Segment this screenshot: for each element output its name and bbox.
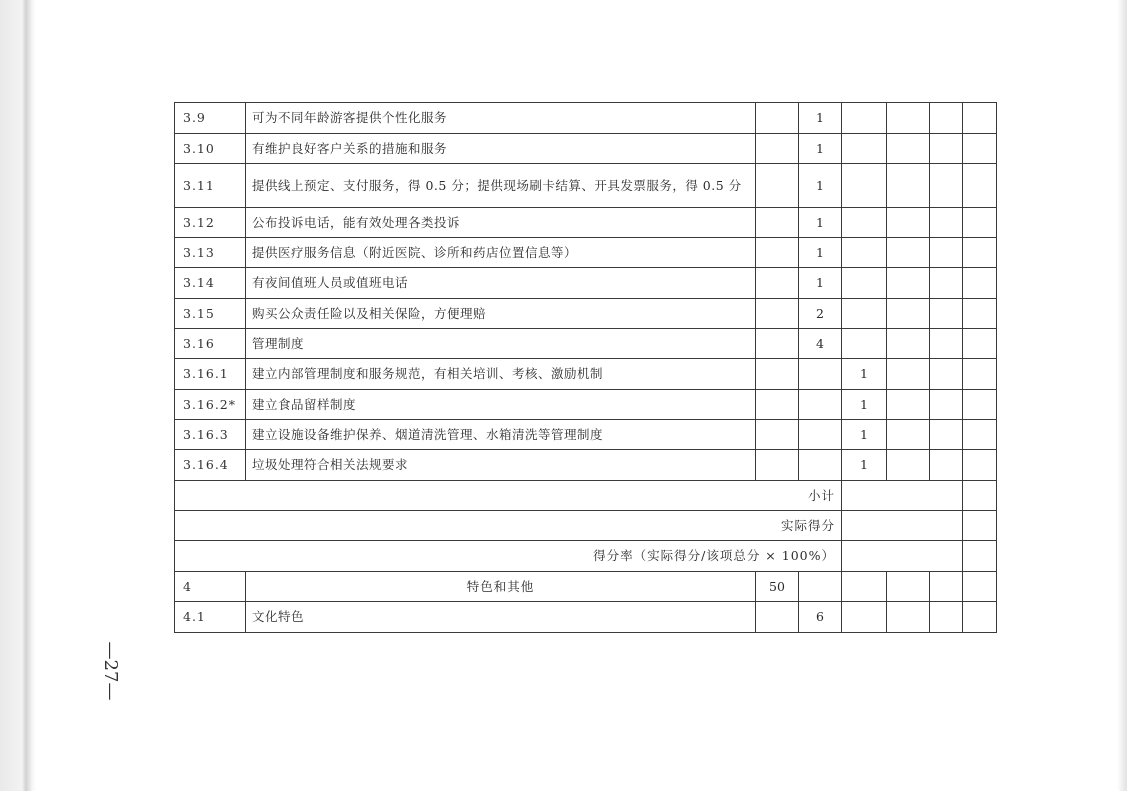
page-edge-right — [1117, 0, 1127, 791]
page-number: —27— — [100, 641, 122, 701]
table-row — [175, 103, 997, 134]
subtotal-row-label: 小计 — [175, 481, 842, 511]
level3-score-cell: 1 — [842, 359, 887, 390]
item-description: 建立食品留样制度 — [246, 390, 756, 420]
item-description: 有夜间值班人员或值班电话 — [246, 268, 756, 299]
score-cell-a — [887, 420, 930, 450]
score-cell-a — [887, 299, 930, 329]
level2-score-cell — [799, 450, 842, 481]
total-score-cell — [756, 299, 799, 329]
actual-score-row-value — [842, 511, 963, 541]
item-code: 3.16.1 — [175, 359, 246, 390]
section-cell-b — [842, 572, 887, 602]
table-row — [175, 450, 997, 481]
level2-score-cell — [799, 359, 842, 390]
item-description: 文化特色 — [246, 602, 756, 633]
score-cell-a — [887, 103, 930, 134]
level2-score-cell: 4 — [799, 329, 842, 359]
total-score-cell — [756, 238, 799, 268]
score-cell-c — [963, 299, 997, 329]
score-cell-c — [963, 450, 997, 481]
level3-score-cell: 1 — [842, 450, 887, 481]
score-rate-row-value — [842, 541, 963, 572]
score-cell-c — [963, 238, 997, 268]
subtotal-row — [175, 481, 997, 511]
score-rate-row — [175, 541, 997, 572]
total-score-cell — [756, 602, 799, 633]
level3-score-cell — [842, 602, 887, 633]
level2-score-cell: 2 — [799, 299, 842, 329]
score-cell-c — [963, 329, 997, 359]
actual-score-row-extra — [963, 511, 997, 541]
item-description: 提供线上预定、支付服务，得 0.5 分；提供现场刷卡结算、开具发票服务，得 0.5 分 — [246, 164, 756, 208]
item-code: 3.9 — [175, 103, 246, 134]
total-score-cell — [756, 268, 799, 299]
item-code: 3.15 — [175, 299, 246, 329]
table-row — [175, 238, 997, 268]
item-description: 垃圾处理符合相关法规要求 — [246, 450, 756, 481]
table-body — [175, 103, 997, 633]
section-total: 50 — [756, 572, 799, 602]
section-cell-d — [930, 572, 963, 602]
actual-score-row-label: 实际得分 — [175, 511, 842, 541]
score-rate-row-extra — [963, 541, 997, 572]
table-row — [175, 299, 997, 329]
item-code: 3.12 — [175, 208, 246, 238]
item-code: 4.1 — [175, 602, 246, 633]
score-cell-b — [930, 390, 963, 420]
level2-score-cell: 1 — [799, 208, 842, 238]
level2-score-cell — [799, 420, 842, 450]
total-score-cell — [756, 329, 799, 359]
score-cell-c — [963, 268, 997, 299]
score-cell-a — [887, 390, 930, 420]
section-cell-c — [887, 572, 930, 602]
level3-score-cell: 1 — [842, 420, 887, 450]
score-cell-c — [963, 164, 997, 208]
level3-score-cell — [842, 103, 887, 134]
item-description: 可为不同年龄游客提供个性化服务 — [246, 103, 756, 134]
level2-score-cell — [799, 390, 842, 420]
level3-score-cell — [842, 208, 887, 238]
level2-score-cell: 6 — [799, 602, 842, 633]
item-description: 提供医疗服务信息（附近医院、诊所和药店位置信息等） — [246, 238, 756, 268]
total-score-cell — [756, 450, 799, 481]
table-row — [175, 164, 997, 208]
table-row — [175, 134, 997, 164]
item-code: 3.16 — [175, 329, 246, 359]
score-cell-b — [930, 208, 963, 238]
level3-score-cell — [842, 268, 887, 299]
score-cell-b — [930, 268, 963, 299]
level2-score-cell: 1 — [799, 238, 842, 268]
table-row — [175, 208, 997, 238]
item-code: 3.10 — [175, 134, 246, 164]
score-cell-a — [887, 238, 930, 268]
item-description: 建立设施设备维护保养、烟道清洗管理、水箱清洗等管理制度 — [246, 420, 756, 450]
item-code: 3.16.4 — [175, 450, 246, 481]
page-edge-left — [0, 0, 36, 791]
total-score-cell — [756, 359, 799, 390]
score-cell-b — [930, 329, 963, 359]
level2-score-cell: 1 — [799, 268, 842, 299]
score-cell-b — [930, 420, 963, 450]
item-description: 建立内部管理制度和服务规范，有相关培训、考核、激励机制 — [246, 359, 756, 390]
scoring-table — [174, 102, 997, 633]
score-cell-c — [963, 602, 997, 633]
item-description: 公布投诉电话，能有效处理各类投诉 — [246, 208, 756, 238]
level3-score-cell — [842, 164, 887, 208]
actual-score-row — [175, 511, 997, 541]
section-cell-e — [963, 572, 997, 602]
score-cell-c — [963, 208, 997, 238]
score-cell-a — [887, 164, 930, 208]
total-score-cell — [756, 390, 799, 420]
item-description: 有维护良好客户关系的措施和服务 — [246, 134, 756, 164]
score-cell-c — [963, 103, 997, 134]
score-cell-b — [930, 134, 963, 164]
subtotal-row-extra — [963, 481, 997, 511]
table-row — [175, 329, 997, 359]
total-score-cell — [756, 420, 799, 450]
total-score-cell — [756, 208, 799, 238]
section-row — [175, 572, 997, 602]
item-code: 3.11 — [175, 164, 246, 208]
score-cell-a — [887, 450, 930, 481]
score-cell-b — [930, 238, 963, 268]
level3-score-cell: 1 — [842, 390, 887, 420]
score-cell-a — [887, 134, 930, 164]
score-cell-b — [930, 164, 963, 208]
level3-score-cell — [842, 299, 887, 329]
score-cell-a — [887, 602, 930, 633]
section-code: 4 — [175, 572, 246, 602]
score-cell-b — [930, 299, 963, 329]
score-cell-b — [930, 602, 963, 633]
score-rate-row-label: 得分率（实际得分/该项总分 × 100%） — [175, 541, 842, 572]
score-cell-a — [887, 329, 930, 359]
table-row — [175, 359, 997, 390]
section-cell-a — [799, 572, 842, 602]
total-score-cell — [756, 164, 799, 208]
score-cell-b — [930, 359, 963, 390]
total-score-cell — [756, 103, 799, 134]
score-cell-a — [887, 359, 930, 390]
item-code: 3.14 — [175, 268, 246, 299]
level2-score-cell: 1 — [799, 164, 842, 208]
table-row — [175, 602, 997, 633]
total-score-cell — [756, 134, 799, 164]
score-cell-c — [963, 134, 997, 164]
item-description: 管理制度 — [246, 329, 756, 359]
level3-score-cell — [842, 329, 887, 359]
subtotal-row-value — [842, 481, 963, 511]
score-cell-b — [930, 450, 963, 481]
item-code: 3.13 — [175, 238, 246, 268]
score-cell-c — [963, 359, 997, 390]
score-cell-a — [887, 268, 930, 299]
score-cell-c — [963, 420, 997, 450]
item-description: 购买公众责任险以及相关保险，方便理赔 — [246, 299, 756, 329]
score-cell-b — [930, 103, 963, 134]
table-row — [175, 390, 997, 420]
section-title: 特色和其他 — [246, 572, 756, 602]
table-row — [175, 268, 997, 299]
item-code: 3.16.3 — [175, 420, 246, 450]
level2-score-cell: 1 — [799, 103, 842, 134]
score-cell-a — [887, 208, 930, 238]
score-cell-c — [963, 390, 997, 420]
table-row — [175, 420, 997, 450]
level2-score-cell: 1 — [799, 134, 842, 164]
item-code: 3.16.2* — [175, 390, 246, 420]
level3-score-cell — [842, 238, 887, 268]
level3-score-cell — [842, 134, 887, 164]
